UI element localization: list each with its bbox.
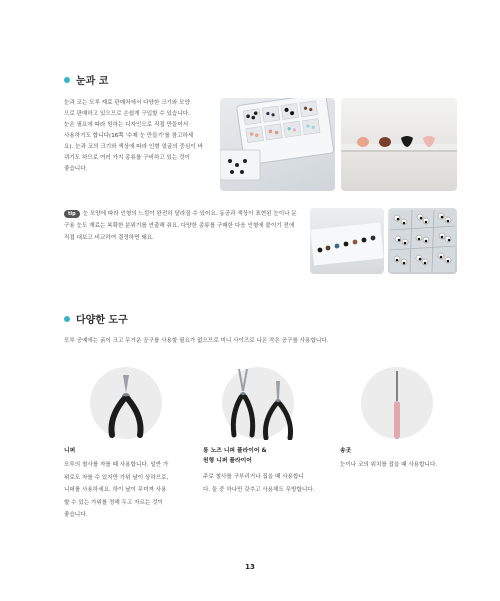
eye-organizer-photo <box>220 98 335 191</box>
desc-line: 눈이나 코의 위치를 잡을 때 사용합니다. <box>340 462 438 468</box>
body-line: 눈은 필요에 따라 원하는 디자인으로 직접 만들어서 <box>64 122 189 128</box>
tool-desc-nipper <box>64 459 194 522</box>
page-number: 13 <box>245 563 255 571</box>
desc-line: 다. 둘 중 하나만 갖추고 사용해도 무방합니다. <box>203 486 315 493</box>
tool-name-nipper: 니퍼 <box>64 448 76 454</box>
section-eyes-nose-title <box>64 72 108 87</box>
tip-line: 구용 눈도 재료는 복확한 분위기를 연출해 줘요. 다양한 종류를 구매한 다음 인형에 붙이기 전에 <box>64 223 295 229</box>
body-line: 사용하기도 합니다(16쪽 '수제 눈 만들기'를 참고하세 <box>64 133 194 139</box>
tip-box <box>64 208 304 244</box>
desc-line: 할 수 있는 가위를 정해 두고 자르는 것이 <box>64 499 163 506</box>
body-line: 뀌기도 하므로 여러 가지 종류를 구비하고 있는 것이 <box>64 155 190 161</box>
tip-line: 눈 모양에 따라 인형의 느낌이 완전히 달라질 수 있어요. 동공과 색상이 표현된 눈이나 문 <box>82 211 297 217</box>
desc-line: 니퍼를 사용하세요. 하이 날이 무뎌져 사용 <box>64 487 167 493</box>
body-line: 좋습니다. <box>64 166 88 172</box>
desc-line: 모루의 철사를 자를 때 사용합니다. 일반 가 <box>64 462 169 468</box>
section-tools-title <box>64 311 128 326</box>
desc-line: 좋습니다. <box>64 512 88 518</box>
body-line: 으로 판매하고 있으므로 손쉽게 구입할 수 있습니다. <box>64 111 190 117</box>
desc-line: 주로 철사를 구부리거나 집을 때 사용합니 <box>203 474 304 480</box>
bullet-dot-icon <box>64 77 70 83</box>
tip-line: 직접 대보고 비교하여 결정하면 돼요. <box>64 235 154 241</box>
eyes-nose-body <box>64 98 214 175</box>
tip-badge: tip <box>64 210 80 218</box>
eyes-on-card-photo <box>310 208 384 274</box>
bullet-dot-icon <box>64 316 70 322</box>
awl-image <box>361 367 433 439</box>
googly-eyes-organizer-photo <box>388 208 457 274</box>
section-title-text: 눈과 코 <box>76 76 109 87</box>
body-line: 요). 눈과 코의 크기와 색상에 따라 인형 얼굴의 중심이 바 <box>64 144 203 150</box>
round-nose-plier-handles <box>258 400 302 440</box>
tool-name-pliers <box>203 446 267 466</box>
tool-desc-awl <box>340 459 460 472</box>
tool-name-awl: 송곳 <box>340 448 352 454</box>
nipper-icon <box>90 367 162 439</box>
section-title-text: 다양한 도구 <box>76 315 128 326</box>
noses-photo <box>341 98 457 191</box>
tools-intro: 모루 공예에는 굵이 크고 무거운 공구를 사용할 필요가 없으므로 미니 사이즈로 나온 작은 공구를 사용합니다. <box>64 338 329 344</box>
desc-line: 위로도 자를 수 있지만 가위 날이 상하므로, <box>64 474 169 481</box>
tool-name-line: 원형 니퍼 플라이어 <box>203 458 252 464</box>
tool-name-line: 롱 노즈 니퍼 플라이어 & <box>203 448 267 454</box>
nipper-image <box>90 367 162 439</box>
awl-icon <box>361 367 433 439</box>
body-line: 눈과 코는 모루 재료 판매처에서 다양한 크기와 모양 <box>64 100 190 106</box>
tool-desc-pliers <box>203 471 333 496</box>
